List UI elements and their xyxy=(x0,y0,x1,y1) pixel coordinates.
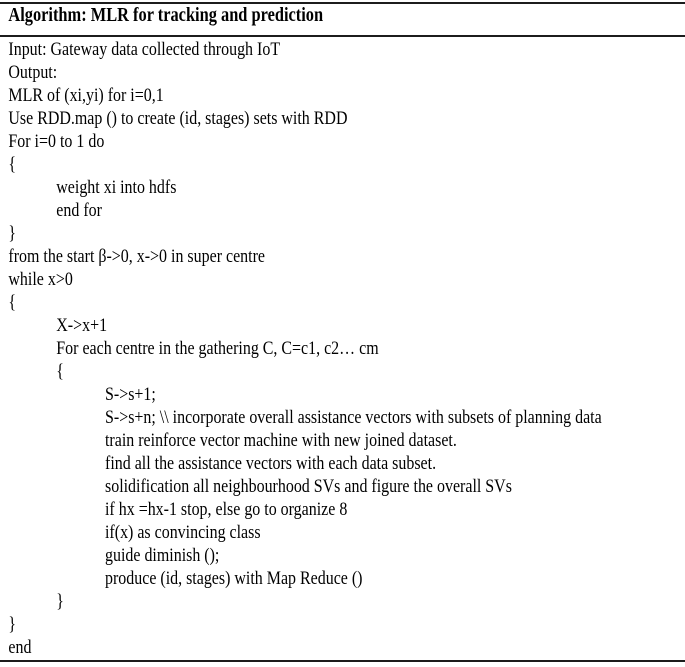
header-divider-rule xyxy=(0,35,685,37)
algorithm-title: Algorithm: MLR for tracking and prediction xyxy=(8,5,324,26)
code-line: { xyxy=(8,292,17,313)
code-line: { xyxy=(8,154,17,175)
code-line: if hx =hx-1 stop, else go to organize 8 xyxy=(105,499,348,520)
code-line: while x>0 xyxy=(8,269,73,290)
code-line: } xyxy=(8,614,17,635)
algorithm-body xyxy=(0,38,685,659)
code-line: end xyxy=(8,637,32,658)
code-line: For i=0 to 1 do xyxy=(8,131,105,152)
code-line: Input: Gateway data collected through IoT xyxy=(8,39,281,60)
bottom-rule xyxy=(0,660,685,662)
code-line: if(x) as convincing class xyxy=(105,522,261,543)
algorithm-body-wrap xyxy=(0,38,685,659)
code-line: } xyxy=(56,591,64,612)
title-row xyxy=(0,4,685,28)
code-line: S->s+1; xyxy=(105,384,156,405)
code-line: S->s+n; \\ incorporate overall assistance vectors with subsets of planning data xyxy=(105,407,602,428)
code-line: X->x+1 xyxy=(56,315,108,336)
code-line: guide diminish (); xyxy=(105,545,220,566)
code-line: Output: xyxy=(8,62,58,83)
code-line: For each centre in the gathering C, C=c1, c2… cm xyxy=(56,338,379,359)
code-line: train reinforce vector machine with new joined dataset. xyxy=(105,430,457,451)
code-line: end for xyxy=(56,200,102,221)
code-line: weight xi into hdfs xyxy=(56,177,177,198)
code-line: find all the assistance vectors with each data subset. xyxy=(105,453,437,474)
code-line: solidification all neighbourhood SVs and figure the overall SVs xyxy=(105,476,512,497)
code-line: } xyxy=(8,223,17,244)
code-line: { xyxy=(56,361,64,382)
code-line: produce (id, stages) with Map Reduce () xyxy=(105,568,363,589)
code-line: Use RDD.map () to create (id, stages) sets with RDD xyxy=(8,108,348,129)
code-line: MLR of (xi,yi) for i=0,1 xyxy=(8,85,164,106)
code-line: from the start β->0, x->0 in super centre xyxy=(8,246,265,267)
